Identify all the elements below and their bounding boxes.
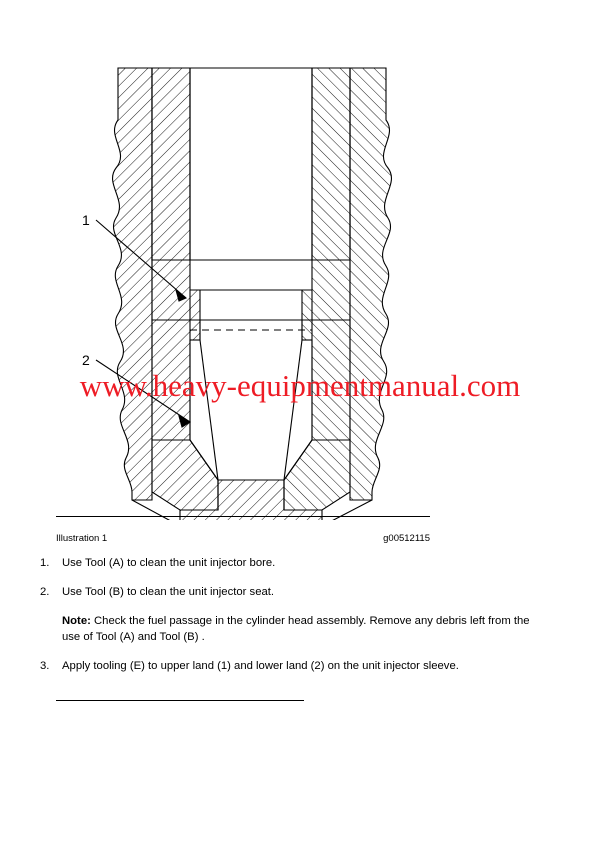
note-text: Check the fuel passage in the cylinder head assembly. Remove any debris left from the use of Tool (A) and Tool (B) . [62,615,530,643]
illustration-figure-id: g00512115 [383,533,430,544]
callout-label-2: 2 [82,352,90,368]
note-block [62,614,530,645]
step-number: 2. [40,586,50,598]
note-label: Note: [62,615,91,627]
illustration-figure [40,40,560,520]
step-number: 3. [40,660,50,672]
section-divider [56,700,304,701]
step-text: Use Tool (B) to clean the unit injector seat. [62,586,275,598]
list-item [40,659,540,674]
step-text: Apply tooling (E) to upper land (1) and lower land (2) on the unit injector sleeve. [62,660,459,672]
cylinder-head-cross-section-drawing [40,40,560,520]
illustration-caption-label: Illustration 1 [56,533,108,544]
caption-divider [56,516,430,517]
callout-label-1: 1 [82,212,90,228]
watermark-text: www.heavy-equipmentmanual.com [79,368,521,403]
step-number: 1. [40,557,50,569]
list-item [40,556,540,571]
step-text: Use Tool (A) to clean the unit injector bore. [62,557,276,569]
procedure-steps [40,556,540,688]
list-item [40,585,540,600]
